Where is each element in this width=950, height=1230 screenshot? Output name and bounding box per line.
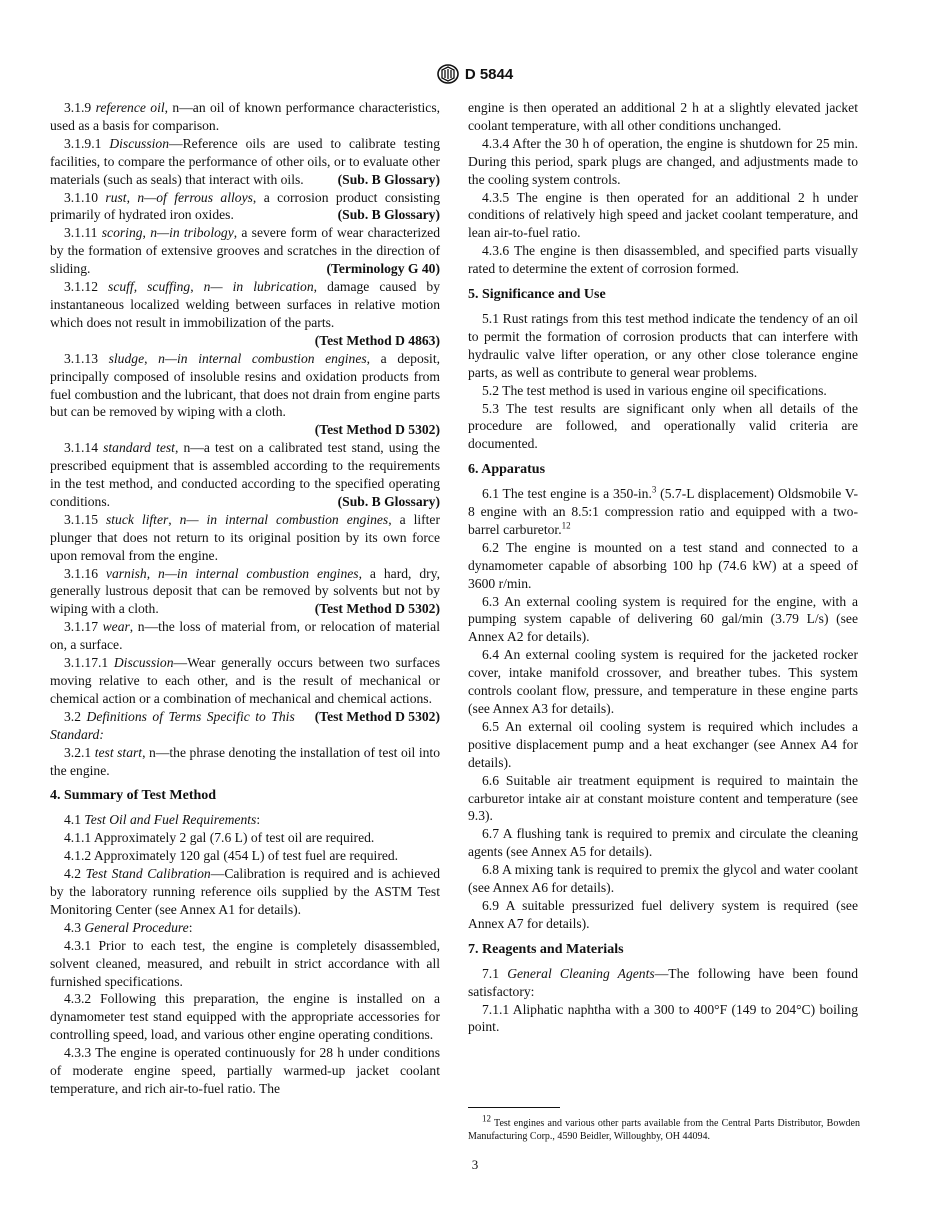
paragraph: engine is then operated an additional 2 h at a slightly elevated jacket coolant temperature, with all other conditions unchanged. (468, 100, 858, 133)
paragraph: 3.1.9 reference oil, n—an oil of known performance characteristics, used as a basis for comparison. (50, 100, 441, 133)
paragraph: 4.1.2 Approximately 120 gal (454 L) of test fuel are required. (64, 848, 399, 864)
page-number: 3 (471, 1157, 479, 1172)
paragraph: 4.3.5 The engine is then operated for an additional 2 h under conditions of relatively high speed and jacket coolant temperature, and lean air-to-fuel ratio. (468, 189, 858, 241)
paragraph: 4.3.6 The engine is then disassembled, and specified parts visually rated to determine the extent of corrosion formed. (468, 243, 858, 277)
paragraph: 6.3 An external cooling system is required for the engine, with a pumping system capable of delivering 60 gal/min (3.79 L/s) (see Annex A2 for details). (468, 593, 858, 645)
paragraph: 3.1.17.1 Discussion—Wear generally occurs between two surfaces moving relative to each other, and is the result of mechanical or chemical action or a combination of mechanical and chemical actions. (Test Method D 5302) (50, 655, 440, 724)
paragraph: 6.2 The engine is mounted on a test stand and connected to a dynamometer capable of absorbing 100 hp (74.6 kW) at a speed of 3600 r/min. (468, 539, 858, 591)
footnote-divider (468, 1107, 560, 1108)
paragraph: 4.2 Test Stand Calibration—Calibration is required and is achieved by the laboratory running reference oils supplied by the ASTM Test Monitoring Center (see Annex A1 for details). (50, 866, 440, 917)
paragraph: 4.3.4 After the 30 h of operation, the engine is shutdown for 25 min. During this period, spark plugs are changed, and adjustments made to the cooling system controls. (468, 135, 858, 187)
paragraph: 4.1.1 Approximately 2 gal (7.6 L) of test oil are required. (64, 830, 375, 846)
paragraph: 7.1.1 Aliphatic naphtha with a 300 to 400°F (149 to 204°C) boiling point. (468, 1001, 858, 1035)
paragraph: 6.8 A mixing tank is required to premix the glycol and water coolant (see Annex A6 for details). (468, 862, 858, 896)
paragraph: 3.1.13 sludge, n—in internal combustion engines, a deposit, principally composed of insoluble resins and oxidation products from fuel combustion and the lubricant, that does not drain from engine parts but can be removed by wiping with a cloth. (Test Method D 5302) (50, 350, 440, 438)
paragraph: 6.5 An external oil cooling system is required which includes a positive displacement pump and a heat exchanger (see Annex A4 for details). (468, 718, 858, 770)
left-column (50, 99, 440, 1098)
paragraph: 4.3.3 The engine is operated continuously for 28 h under conditions of moderate engine speed, partially warmed-up jacket coolant temperature, and rich air-to-fuel ratio. The (50, 1045, 440, 1096)
paragraph: 6.6 Suitable air treatment equipment is required to maintain the carburetor intake air at constant moisture content and temperature (see 9.3). (468, 772, 858, 824)
paragraph: 6.1 The test engine is a 350-in.$^3$ (5.7-L displacement) Oldsmobile V-8 engine with an 8.5:1 compression ratio and equipped with a two-barrel carburetor.$^{12}$ (468, 484, 858, 537)
paragraph: 6.4 An external cooling system is required for the jacketed rocker cover, intake manifold crossover, and breather tubes. This system controls coolant flow, pressure, and temperature in these engine parts (see Annex A3 for details). (468, 647, 858, 716)
astm-logo-icon (437, 64, 459, 84)
document-id: D 5844 (464, 66, 514, 83)
paragraph: 7.1 General Cleaning Agents—The following have been found satisfactory: (468, 965, 859, 999)
paragraph: 5.3 The test results are significant only when all details of the procedure are followed, and operationally valid criteria are documented. (468, 400, 858, 452)
paragraph: 3.1.10 rust, n—of ferrous alloys, a corrosion product consisting primarily of hydrated iron oxides. (Sub. B Glossary) (50, 189, 440, 223)
paragraph: 4.3.2 Following this preparation, the engine is installed on a dynamometer test stand equipped with the appropriate accessories for controlling speed, load, and various other engine operating conditions. (50, 991, 440, 1043)
page-header (0, 64, 950, 84)
section-heading: 4. Summary of Test Method (50, 788, 217, 804)
footnote: $^{12}$ Test engines and various other parts available from the Central Parts Distributor, Bowden Manufacturing Corp., 4590 Beidler, Willoughby, OH 44094. (468, 1113, 860, 1142)
paragraph: 4.1 Test Oil and Fuel Requirements: (64, 812, 261, 828)
paragraph: 6.9 A suitable pressurized fuel delivery system is required (see Annex A7 for details). (468, 897, 858, 931)
paragraph: 4.3 General Procedure: (64, 919, 193, 935)
paragraph: 3.2 Definitions of Terms Specific to This Standard: (50, 708, 295, 742)
paragraph: 4.3.1 Prior to each test, the engine is completely disassembled, solvent cleaned, measured, and rebuilt in strict accordance with all furnished specifications. (50, 937, 440, 989)
paragraph: 3.1.9.1 Discussion—Reference oils are used to calibrate testing facilities, to compare the performance of other oils, or to evaluate other materials (such as seals) that interact with oils. (Sub. B Glossary) (50, 135, 440, 187)
footnote-reference: 12 (561, 520, 571, 531)
paragraph: 3.1.12 scuff, scuffing, n— in lubrication, damage caused by instantaneous localized welding between surfaces in relative motion which does not result in immobilization of the parts. (Test Method D 4863) (50, 279, 440, 348)
paragraph: 6.7 A flushing tank is required to premix and circulate the cleaning agents (see Annex A5 for details). (468, 826, 858, 860)
paragraph: 3.2.1 test start, n—the phrase denoting the installation of test oil into the engine. (50, 744, 440, 778)
paragraph: 3.1.17 wear, n—the loss of material from, or relocation of material on, a surface. (50, 619, 440, 653)
right-column (468, 99, 858, 1036)
paragraph: 3.1.11 scoring, n—in tribology, a severe form of wear characterized by the formation of extensive grooves and scratches in the direction of sliding. (Terminology G 40) (50, 225, 441, 277)
section-heading: 5. Significance and Use (468, 287, 606, 303)
paragraph: 5.1 Rust ratings from this test method indicate the tendency of an oil to permit the formation of corrosion products that can interfere with hydraulic valve lifter operation, or any other close tolerance engine parts, as well as contribute to general wear problems. (468, 310, 858, 380)
paragraph: 3.1.14 standard test, n—a test on a calibrated test stand, using the prescribed equipment that is assembled according to the requirements in the test method, and conducted according to the specified operating conditions. (Sub. B Glossary) (50, 440, 440, 509)
paragraph: 3.1.15 stuck lifter, n— in internal combustion engines, a lifter plunger that does not return to its original position by its own force upon removal from the engine. (50, 511, 440, 563)
section-heading: 7. Reagents and Materials (468, 941, 624, 957)
paragraph: 3.1.16 varnish, n—in internal combustion engines, a hard, dry, generally lustrous deposit that can be removed by solvents but not by wiping with a cloth. (Test Method D 5302) (50, 565, 440, 617)
paragraph: 5.2 The test method is used in various engine oil specifications. (482, 382, 827, 398)
section-heading: 6. Apparatus (468, 462, 546, 478)
